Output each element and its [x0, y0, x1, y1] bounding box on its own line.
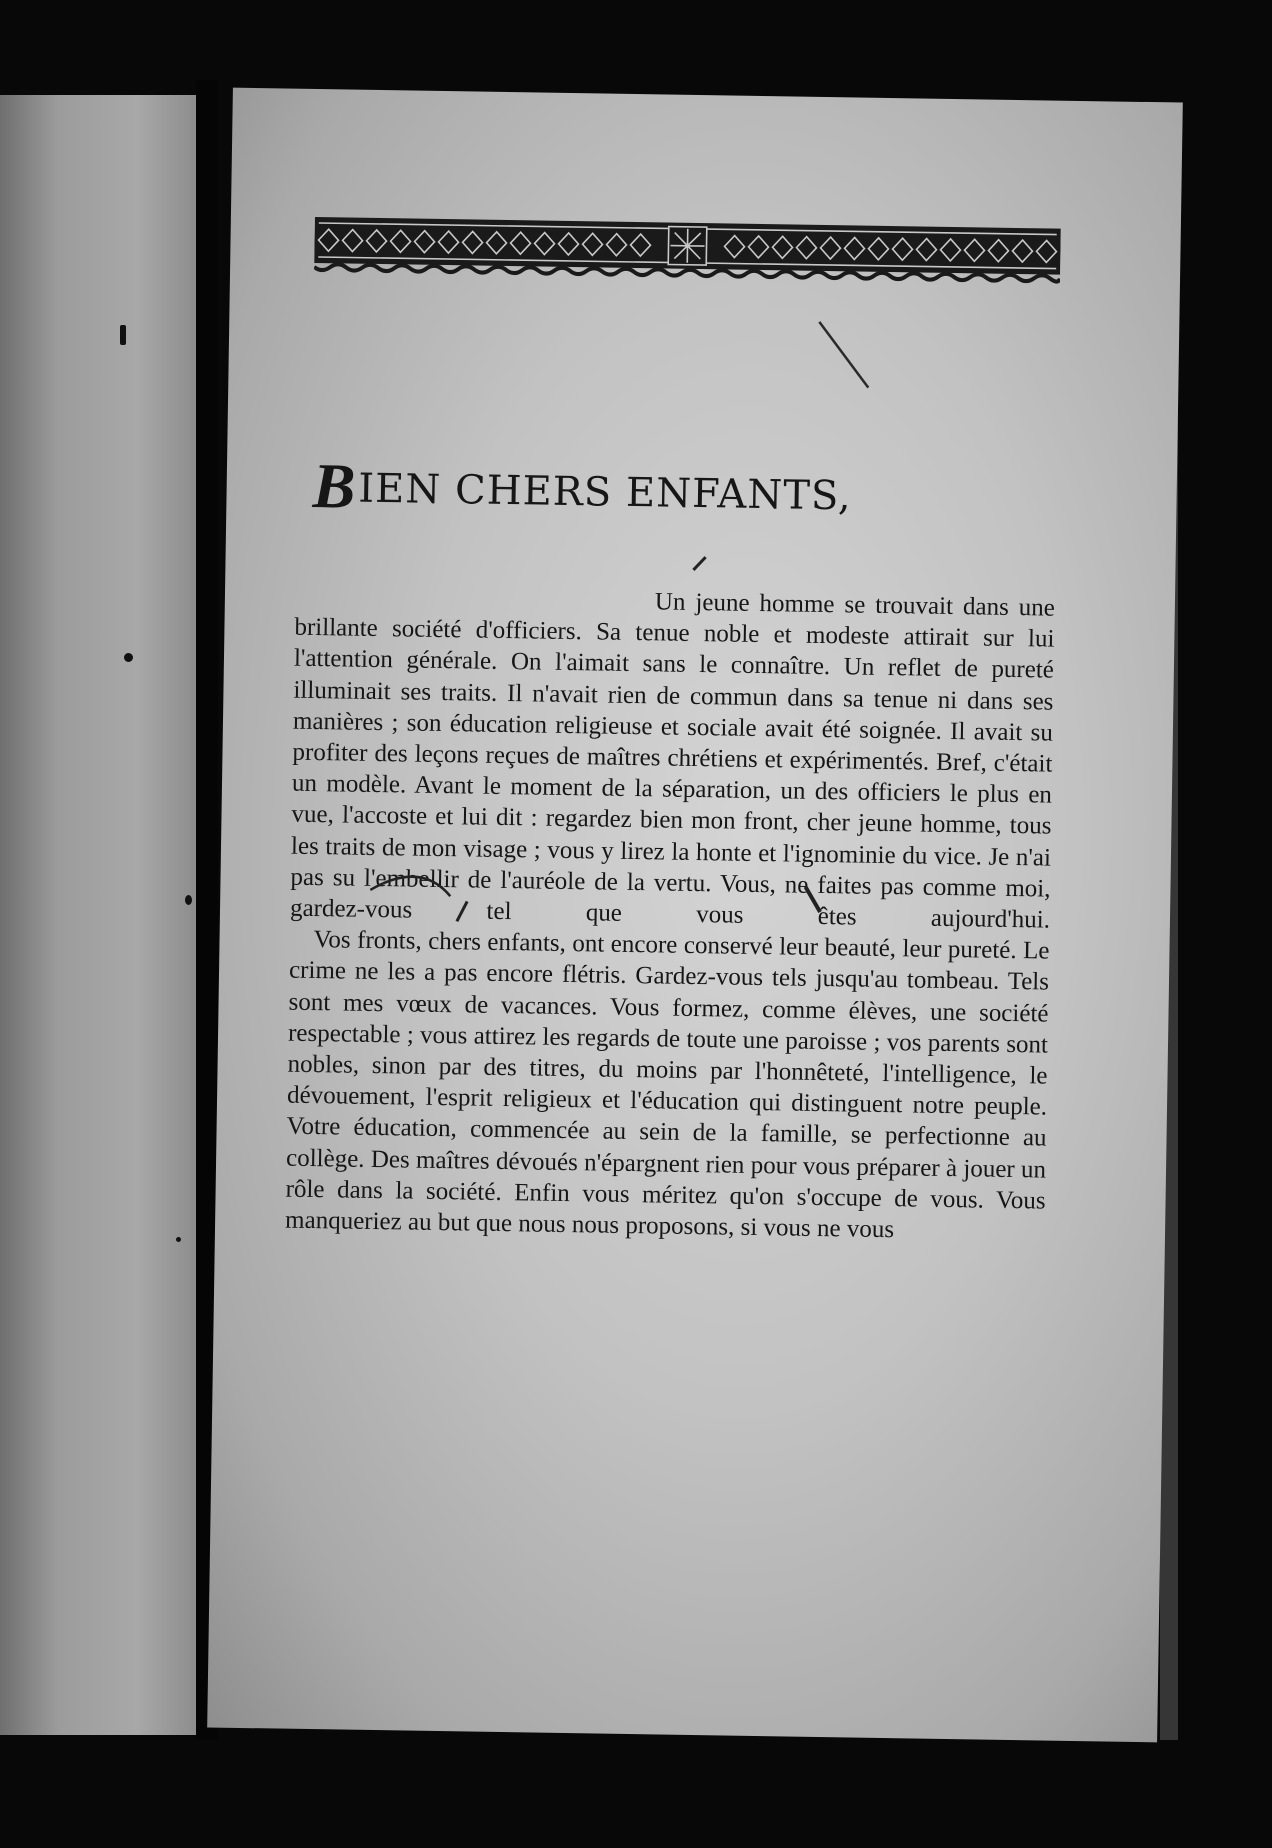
ink-speck [185, 895, 192, 905]
ink-speck [176, 1237, 181, 1242]
decorative-header-band [314, 215, 1061, 291]
book-page [207, 88, 1183, 1743]
body-text [285, 581, 1055, 1248]
left-page-edge [0, 95, 196, 1735]
page-heading: BIEN CHERS ENFANTS, [312, 449, 853, 522]
paragraph-2: Vos fronts, chers enfants, ont encore conservé leur beauté, leur pureté. Le crime ne les a pas encore flétris. Gardez-vous tels jusqu'au tombeau. Tels sont mes vœux de vacances. Vous formez, comme élèves, une société respectable ; vous attirez les regards de toute une paroisse ; vos parents sont nobles, sinon par des titres, du moins par l'honnêteté, l'intelligence, le dévouement, l'esprit religieux et l'éducation qui distinguent notre peuple. Votre éducation, commencée au sein de la famille, se perfectionne au collège. Des maîtres dévoués n'épargnent rien pour vous préparer à jouer un rôle dans la société. Enfin vous méritez qu'on s'occupe de vous. Vous manqueriez au but que nous nous proposons, si vous ne vous [284, 926, 1050, 1244]
ink-speck [120, 325, 126, 345]
paragraph-1: Un jeune homme se trouvait dans une brillante société d'officiers. Sa tenue noble et modeste attirait sur lui l'attention générale. On l'aimait sans le connaître. Un reflet de pureté illuminait ses traits. Il n'avait rien de commun dans sa tenue ni dans ses manières ; son éducation religieuse et sociale avait été soignée. Il avait su profiter des leçons reçues de maîtres chrétiens et expérimentés. Bref, c'était un modèle. Avant le moment de la séparation, un des officiers le plus en vue, l'accoste et lui dit : regardez bien mon front, cher jeune homme, tous les traits de mon visage ; vous y lirez la honte et l'ignominie du vice. Je n'ai pas su l'embellir de l'auréole de la vertu. Vous, ne faites pas comme moi, gardez-vous tel que vous êtes aujourd'hui. [289, 588, 1056, 934]
ink-speck [124, 653, 133, 662]
